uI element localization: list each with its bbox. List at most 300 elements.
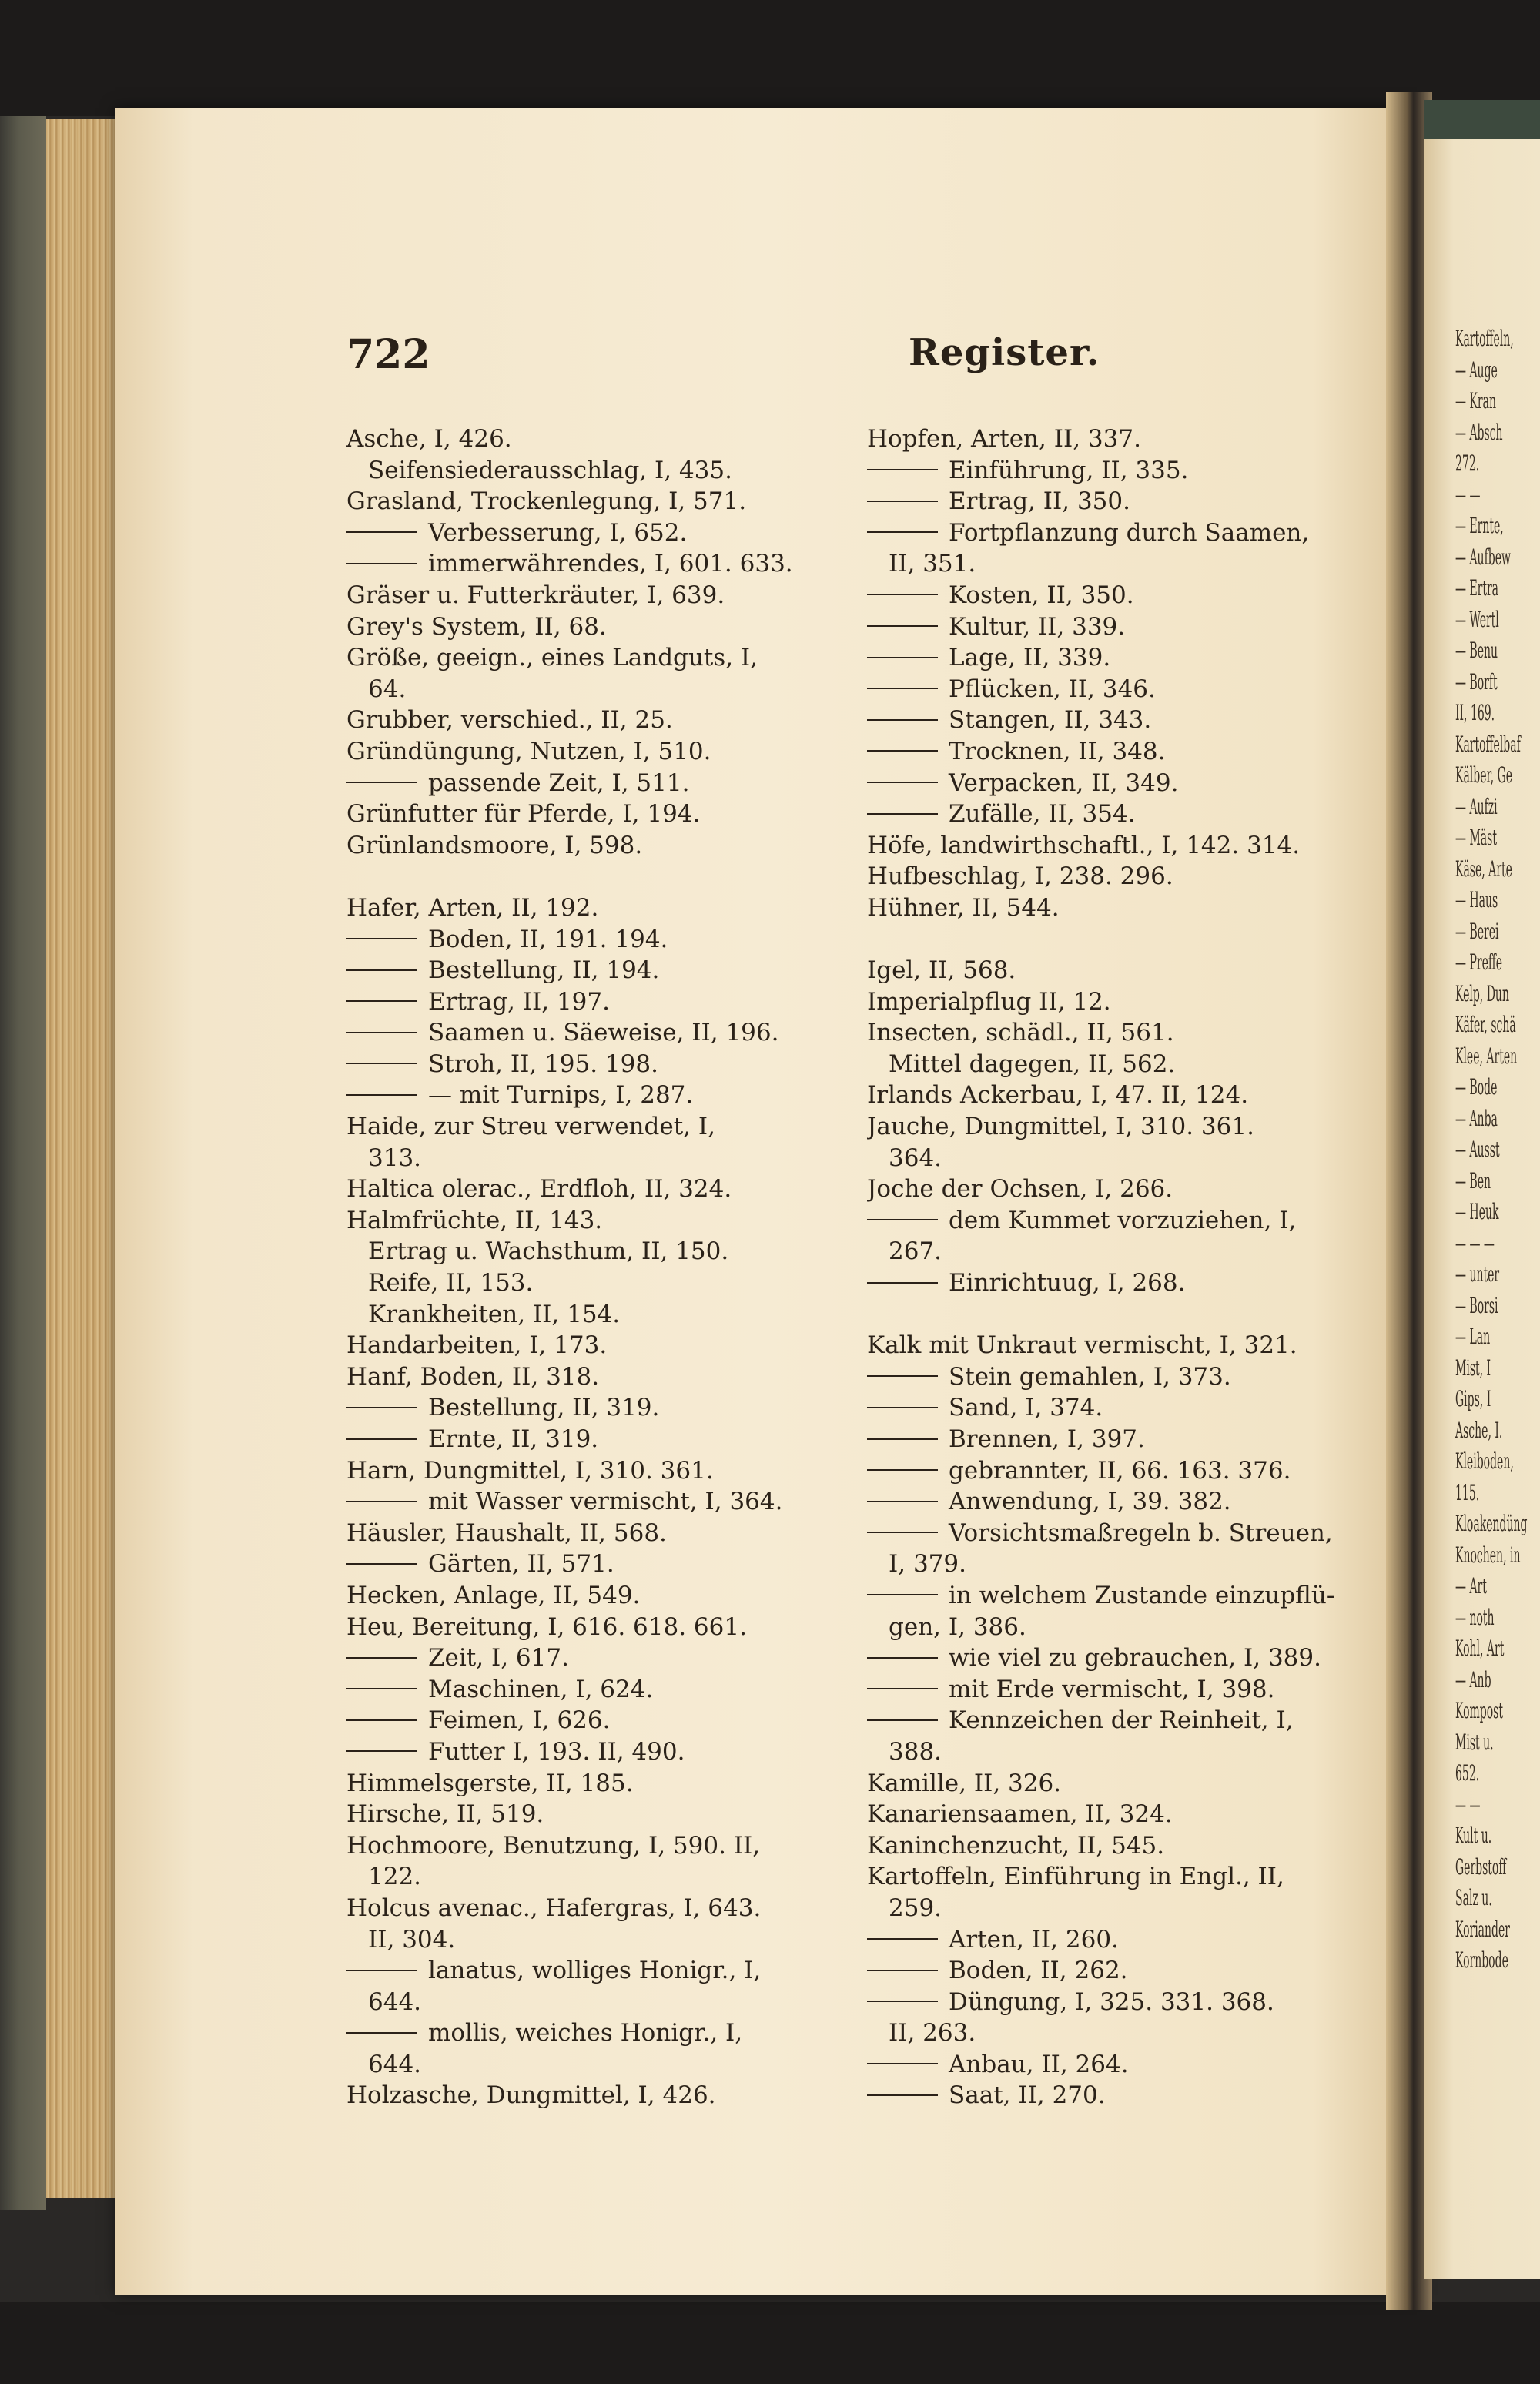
repeat-dash [346, 531, 417, 533]
index-entry [867, 1330, 1360, 1361]
index-entry-text: 388. [889, 1737, 942, 1766]
index-entry-text: Boden, II, 262. [949, 1957, 1128, 1985]
repeat-dash [346, 1563, 417, 1565]
index-entry [346, 1267, 839, 1299]
index-entry-text: Bestellung, II, 319. [428, 1394, 660, 1422]
index-entry-text: Jauche, Dungmittel, I, 310. 361. [867, 1113, 1254, 1141]
index-entry-text: Stangen, II, 343. [949, 706, 1152, 735]
repeat-dash [867, 625, 938, 627]
index-entry [346, 517, 839, 549]
repeat-dash [867, 657, 938, 658]
index-entry-text: Himmelsgerste, II, 185. [346, 1769, 634, 1797]
index-entry [867, 1893, 1360, 1924]
index-entry [346, 1924, 839, 1956]
repeat-dash [346, 969, 417, 971]
index-entry-text: Gräser u. Futterkräuter, I, 639. [346, 581, 725, 609]
index-entry-text: Grey's System, II, 68. [346, 612, 607, 641]
index-entry [346, 1111, 839, 1143]
index-entry [867, 1549, 1360, 1580]
index-entry [346, 1580, 839, 1612]
facing-page-entry: Käse, Arte [1455, 855, 1512, 882]
index-entry [867, 1955, 1360, 1987]
repeat-dash [346, 1688, 417, 1689]
index-entry [867, 548, 1360, 580]
index-entry-text: Hopfen, Arten, II, 337. [867, 425, 1141, 453]
index-entry-text: mollis, weiches Honigr., I, [428, 2019, 743, 2047]
facing-page-entry: — Aufbew [1455, 544, 1511, 570]
register-page [116, 108, 1417, 2295]
facing-page-entry: — Haus [1455, 887, 1498, 912]
facing-page-entry: — Ertra [1455, 575, 1499, 601]
index-entry-text: lanatus, wolliges Honigr., I, [428, 1957, 762, 1985]
facing-page-entry: — — [1455, 1791, 1481, 1817]
index-entry-text: Stein gemahlen, I, 373. [949, 1362, 1231, 1391]
facing-page-entry: — unter [1455, 1261, 1500, 1287]
facing-page-entry: Kälber, Ge [1455, 762, 1513, 788]
index-entry [346, 1736, 839, 1768]
index-entry [346, 1893, 839, 1924]
index-entry-text: Pflücken, II, 346. [949, 675, 1156, 703]
index-entry-text: Bestellung, II, 194. [428, 956, 660, 985]
index-entry-text: Kamille, II, 326. [867, 1769, 1062, 1797]
index-entry [867, 1455, 1360, 1487]
index-entry [346, 486, 839, 517]
repeat-dash [346, 1063, 417, 1064]
index-entry [346, 1205, 839, 1237]
facing-page-entry: — Anba [1455, 1105, 1498, 1131]
repeat-dash [346, 938, 417, 939]
index-entry-text: Kultur, II, 339. [949, 612, 1126, 641]
index-entry-text: Ernte, II, 319. [428, 1425, 599, 1453]
index-entry [867, 1236, 1360, 1267]
index-entry [346, 1424, 839, 1455]
index-entry [346, 1143, 839, 1174]
facing-page-entry: Salz u. [1455, 1885, 1492, 1910]
repeat-dash [867, 2001, 938, 2002]
index-entry-text: Vorsichtsmaßregeln b. Streuen, [949, 1518, 1333, 1547]
index-entry [867, 674, 1360, 705]
index-entry [867, 1174, 1360, 1205]
index-entry [867, 955, 1360, 986]
index-entry [346, 924, 839, 956]
index-entry [867, 424, 1360, 455]
facing-page-entry: 272. [1455, 450, 1480, 476]
repeat-dash [867, 1657, 938, 1659]
index-entry [867, 1392, 1360, 1424]
index-entry [867, 1111, 1360, 1143]
repeat-dash [867, 1970, 938, 1971]
index-entry [346, 1518, 839, 1549]
index-entry [346, 892, 839, 924]
facing-page-entry: 115. [1455, 1479, 1480, 1505]
facing-page-entry: Koriander [1455, 1916, 1510, 1942]
facing-page-entry: — — — [1455, 1230, 1495, 1256]
index-entry [867, 768, 1360, 799]
index-entry-text: Verbesserung, I, 652. [428, 518, 688, 547]
index-entry [346, 548, 839, 580]
index-entry-text: Grünfutter für Pferde, I, 194. [346, 800, 701, 829]
facing-page-entry: Kartoffeln, [1455, 326, 1514, 351]
background-bottom [0, 2302, 1540, 2384]
repeat-dash [346, 1094, 417, 1096]
facing-page-entry: Kornbode [1455, 1947, 1508, 1973]
right-index-column [867, 424, 1360, 2111]
index-entry-text: Brennen, I, 397. [949, 1425, 1145, 1453]
index-entry [867, 1830, 1360, 1862]
facing-page-entry: — Ernte, [1455, 513, 1504, 538]
index-entry-text: Haltica olerac., Erdfloh, II, 324. [346, 1175, 732, 1204]
index-entry [346, 986, 839, 1018]
index-entry-text: 122. [368, 1863, 422, 1891]
facing-page-entry: — Lan [1455, 1324, 1491, 1349]
index-entry [867, 1486, 1360, 1518]
index-entry-text: II, 304. [368, 1925, 456, 1954]
index-entry-text: Holzasche, Dungmittel, I, 426. [346, 2081, 716, 2110]
index-entry-text: gebrannter, II, 66. 163. 376. [949, 1456, 1291, 1485]
index-entry [867, 1612, 1360, 1643]
index-entry [346, 1017, 839, 1049]
repeat-dash [867, 1501, 938, 1502]
index-entry [867, 861, 1360, 892]
index-entry [346, 2080, 839, 2111]
facing-page-entry: — Aufzi [1455, 793, 1498, 819]
index-entry [346, 1955, 839, 1987]
index-entry [867, 705, 1360, 736]
index-entry-text: Ertrag u. Wachsthum, II, 150. [368, 1237, 729, 1266]
index-entry-text: mit Erde vermischt, I, 398. [949, 1675, 1275, 1703]
index-entry-text: Verpacken, II, 349. [949, 768, 1179, 797]
index-entry [867, 799, 1360, 830]
index-entry-text: Arten, II, 260. [949, 1925, 1119, 1954]
index-entry-text: Asche, I, 426. [346, 425, 512, 453]
book-cover-edge [0, 116, 46, 2210]
index-entry-text: 644. [368, 2050, 422, 2078]
index-entry-text: Anbau, II, 264. [949, 2050, 1129, 2078]
facing-page-entry: Gerbstoff [1455, 1853, 1507, 1880]
facing-page-entry: Klee, Arten [1455, 1043, 1518, 1069]
repeat-dash [867, 688, 938, 689]
index-entry-text: Kanariensaamen, II, 324. [867, 1800, 1173, 1829]
facing-page-entry: — Mäst [1455, 825, 1497, 850]
index-entry [867, 1049, 1360, 1080]
index-entry [346, 1080, 839, 1111]
facing-page-entry: — Bode [1455, 1074, 1498, 1100]
repeat-dash [346, 1407, 417, 1408]
index-entry [867, 1642, 1360, 1674]
index-entry-text: Imperialpflug II, 12. [867, 987, 1111, 1016]
index-entry-text: Hecken, Anlage, II, 549. [346, 1581, 641, 1609]
index-entry [346, 1830, 839, 1862]
index-entry-text: Igel, II, 568. [867, 956, 1016, 985]
index-entry-text: 644. [368, 1987, 422, 2016]
index-entry-text: Irlands Ackerbau, I, 47. II, 124. [867, 1081, 1249, 1110]
index-entry-text: Halmfrüchte, II, 143. [346, 1206, 603, 1234]
index-entry-text: wie viel zu gebrauchen, I, 389. [949, 1644, 1321, 1672]
facing-page-entry: — — [1455, 481, 1481, 507]
index-entry-text: Seifensiederausschlag, I, 435. [368, 456, 732, 484]
page-number: 722 [346, 331, 430, 378]
index-entry [346, 1768, 839, 1800]
index-entry [346, 830, 839, 862]
index-entry [346, 955, 839, 986]
index-entry [346, 1236, 839, 1267]
index-entry [867, 486, 1360, 517]
facing-page-entry: — Absch [1455, 419, 1503, 445]
index-entry-text: Zeit, I, 617. [428, 1644, 569, 1672]
facing-page-entry: Knochen, in [1455, 1542, 1521, 1568]
index-entry-text: Lage, II, 339. [949, 644, 1111, 672]
index-entry [867, 1861, 1360, 1893]
index-entry-text: Kalk mit Unkraut vermischt, I, 321. [867, 1331, 1297, 1360]
index-entry-text: Ertrag, II, 197. [428, 987, 610, 1016]
repeat-dash [867, 782, 938, 783]
index-entry-text: Kartoffeln, Einführung in Engl., II, [867, 1863, 1284, 1891]
index-entry-text: Hufbeschlag, I, 238. 296. [867, 862, 1173, 891]
facing-page-entry: — Auge [1455, 357, 1498, 383]
index-entry-text: 364. [889, 1143, 942, 1172]
index-entry [346, 1361, 839, 1393]
facing-page-entry: Asche, I. [1455, 1417, 1503, 1443]
repeat-dash [867, 1594, 938, 1595]
index-entry [867, 1017, 1360, 1049]
index-entry-text: Futter I, 193. II, 490. [428, 1737, 685, 1766]
index-entry [867, 1768, 1360, 1800]
index-entry [346, 1455, 839, 1487]
index-entry [346, 611, 839, 643]
index-entry [867, 1143, 1360, 1174]
index-entry-text: Hanf, Boden, II, 318. [346, 1362, 600, 1391]
index-entry-text: Haide, zur Streu verwendet, I, [346, 1113, 715, 1141]
index-entry [346, 2049, 839, 2081]
index-entry [346, 736, 839, 768]
index-entry-text: Häusler, Haushalt, II, 568. [346, 1518, 667, 1547]
index-entry-text: Sand, I, 374. [949, 1394, 1103, 1422]
index-entry [346, 768, 839, 799]
index-entry [346, 642, 839, 674]
index-entry-text: Hirsche, II, 519. [346, 1800, 544, 1829]
facing-page-entry: Kult u. [1455, 1823, 1492, 1848]
index-entry-text: 313. [368, 1143, 422, 1172]
index-entry [346, 455, 839, 487]
index-entry [867, 1424, 1360, 1455]
facing-page-entry: — Ben [1455, 1167, 1491, 1194]
facing-page-entry: — Borft [1455, 668, 1498, 695]
index-entry-text: mit Wasser vermischt, I, 364. [428, 1488, 783, 1516]
index-entry [867, 2080, 1360, 2111]
repeat-dash [346, 1501, 417, 1502]
repeat-dash [867, 813, 938, 815]
index-entry-text: Krankheiten, II, 154. [368, 1300, 621, 1328]
index-entry-text: Anwendung, I, 39. 382. [949, 1488, 1231, 1516]
index-entry [346, 1612, 839, 1643]
index-entry-text: Einführung, II, 335. [949, 456, 1189, 484]
index-entry [346, 1861, 839, 1893]
page-block-edge [46, 119, 119, 2198]
index-entry [346, 580, 839, 611]
facing-page-entry: — Kran [1455, 388, 1496, 414]
facing-page-entry: — Benu [1455, 638, 1498, 663]
repeat-dash [867, 469, 938, 470]
repeat-dash [346, 1438, 417, 1440]
index-entry-text: Düngung, I, 325. 331. 368. [949, 1987, 1274, 2016]
index-entry-text: Höfe, landwirthschaftl., I, 142. 314. [867, 831, 1301, 859]
repeat-dash [867, 1438, 938, 1440]
index-entry [867, 611, 1360, 643]
index-entry-text: Grubber, verschied., II, 25. [346, 706, 673, 735]
facing-page-fragment [1424, 100, 1540, 2279]
repeat-dash [867, 1375, 938, 1377]
index-entry-text: Einrichtuug, I, 268. [949, 1269, 1186, 1297]
index-entry [867, 1705, 1360, 1736]
index-entry-text: Heu, Bereitung, I, 616. 618. 661. [346, 1612, 747, 1641]
facing-cover-edge [1424, 100, 1540, 139]
page-header [116, 331, 1417, 385]
index-entry-text: Insecten, schädl., II, 561. [867, 1019, 1174, 1047]
index-entry [867, 1518, 1360, 1549]
index-entry-text: passende Zeit, I, 511. [428, 768, 690, 797]
repeat-dash [867, 1532, 938, 1533]
index-entry-text: 267. [889, 1237, 942, 1266]
index-entry-text: Grünlandsmoore, I, 598. [346, 831, 643, 859]
index-entry-text: Feimen, I, 626. [428, 1706, 611, 1735]
index-entry-text: II, 351. [889, 550, 976, 578]
index-entry [867, 1799, 1360, 1830]
facing-page-entry: — Anb [1455, 1666, 1491, 1693]
index-entry-text: Kaninchenzucht, II, 545. [867, 1831, 1165, 1860]
index-entry-text: in welchem Zustande einzupflü- [949, 1581, 1335, 1609]
index-entry [867, 1736, 1360, 1768]
index-entry-text: Harn, Dungmittel, I, 310. 361. [346, 1456, 714, 1485]
index-entry [867, 1205, 1360, 1237]
index-entry-text: Stroh, II, 195. 198. [428, 1050, 658, 1078]
index-entry [346, 424, 839, 455]
facing-page-entry: — Wertl [1455, 606, 1499, 632]
facing-page-entries [1455, 323, 1540, 1977]
index-entry-text: Saat, II, 270. [949, 2081, 1106, 2110]
facing-page-entry: — Borsi [1455, 1292, 1498, 1318]
repeat-dash [867, 719, 938, 721]
index-entry-text: Saamen u. Säeweise, II, 196. [428, 1019, 779, 1047]
index-entry-text: Gärten, II, 571. [428, 1550, 614, 1579]
index-entry [346, 674, 839, 705]
index-entry [346, 1486, 839, 1518]
index-entry [346, 1299, 839, 1331]
repeat-dash [346, 1719, 417, 1721]
index-entry-text: Gründüngung, Nutzen, I, 510. [346, 737, 711, 765]
facing-page-entry: II, 169. [1455, 700, 1495, 725]
facing-page-entry: Kohl, Art [1455, 1636, 1505, 1661]
index-entry [867, 580, 1360, 611]
repeat-dash [867, 1282, 938, 1284]
repeat-dash [867, 750, 938, 752]
index-entry-text: gen, I, 386. [889, 1612, 1026, 1641]
index-entry [346, 705, 839, 736]
index-entry [867, 1674, 1360, 1706]
index-entry [346, 1642, 839, 1674]
index-entry-text: 64. [368, 675, 407, 703]
facing-page-entry: — Art [1455, 1573, 1487, 1599]
index-entry [346, 1799, 839, 1830]
index-entry-text: Zufälle, II, 354. [949, 800, 1136, 829]
repeat-dash [346, 2032, 417, 2034]
facing-page-entry: Kloakendüng [1455, 1511, 1528, 1536]
facing-page-entry: Kompost [1455, 1698, 1503, 1723]
index-entry-text: Kennzeichen der Reinheit, I, [949, 1706, 1294, 1735]
index-entry [867, 892, 1360, 924]
index-entry [346, 1174, 839, 1205]
index-entry [867, 1580, 1360, 1612]
index-entry-text: Holcus avenac., Hafergras, I, 643. [346, 1893, 762, 1922]
index-entry [867, 986, 1360, 1018]
index-entry [867, 1267, 1360, 1299]
index-entry [867, 1987, 1360, 2018]
facing-page-entry: Kelp, Dun [1455, 980, 1509, 1006]
index-entry [867, 1361, 1360, 1393]
facing-page-entry: — noth [1455, 1604, 1495, 1630]
repeat-dash [346, 563, 417, 564]
index-entry-text: — mit Turnips, I, 287. [428, 1081, 694, 1110]
repeat-dash [867, 501, 938, 502]
index-entry-text: dem Kummet vorzuziehen, I, [949, 1206, 1297, 1234]
index-entry-text: Hochmoore, Benutzung, I, 590. II, [346, 1831, 761, 1860]
index-entry [867, 830, 1360, 862]
facing-page-entry: — Ausst [1455, 1137, 1500, 1162]
index-entry-text: I, 379. [889, 1550, 966, 1579]
facing-page-entry: Kartoffelbaf [1455, 731, 1521, 757]
index-entry [346, 2017, 839, 2049]
facing-page-entry: Mist, I [1455, 1354, 1491, 1381]
index-entry-text: Joche der Ochsen, I, 266. [867, 1175, 1173, 1204]
index-entry-text: Trocknen, II, 348. [949, 737, 1166, 765]
repeat-dash [867, 594, 938, 595]
repeat-dash [867, 531, 938, 533]
index-entry-text: Maschinen, I, 624. [428, 1675, 654, 1703]
facing-page-entry: — Preffe [1455, 949, 1503, 975]
index-entry [867, 736, 1360, 768]
index-entry [346, 1392, 839, 1424]
facing-page-entry: Kleiboden, [1455, 1448, 1514, 1474]
index-entry-text: 259. [889, 1893, 942, 1922]
index-entry [346, 1330, 839, 1361]
index-entry [346, 1987, 839, 2018]
index-entry-text: Grasland, Trockenlegung, I, 571. [346, 487, 747, 516]
index-entry-text: Größe, geeign., eines Landguts, I, [346, 644, 758, 672]
index-entry [867, 1924, 1360, 1956]
index-entry-text: Kosten, II, 350. [949, 581, 1134, 609]
index-entry [346, 1049, 839, 1080]
repeat-dash [867, 1469, 938, 1471]
facing-page-entry: — Berei [1455, 918, 1499, 944]
index-entry [867, 2017, 1360, 2049]
index-entry-text: Mittel dagegen, II, 562. [889, 1050, 1176, 1078]
index-entry [867, 1080, 1360, 1111]
index-entry-text: immerwährendes, I, 601. 633. [428, 550, 793, 578]
repeat-dash [867, 2063, 938, 2064]
repeat-dash [867, 2094, 938, 2096]
facing-page-entry: Käfer, schä [1455, 1012, 1516, 1037]
repeat-dash [867, 1719, 938, 1721]
left-index-column [346, 424, 839, 2111]
background-top [0, 0, 1540, 116]
index-entry [346, 1549, 839, 1580]
repeat-dash [346, 782, 417, 783]
index-entry-text: Fortpflanzung durch Saamen, [949, 518, 1310, 547]
index-entry-text: Hafer, Arten, II, 192. [346, 893, 599, 922]
index-entry [867, 517, 1360, 549]
index-entry-text: Handarbeiten, I, 173. [346, 1331, 608, 1360]
repeat-dash [346, 1000, 417, 1002]
repeat-dash [346, 1657, 417, 1659]
